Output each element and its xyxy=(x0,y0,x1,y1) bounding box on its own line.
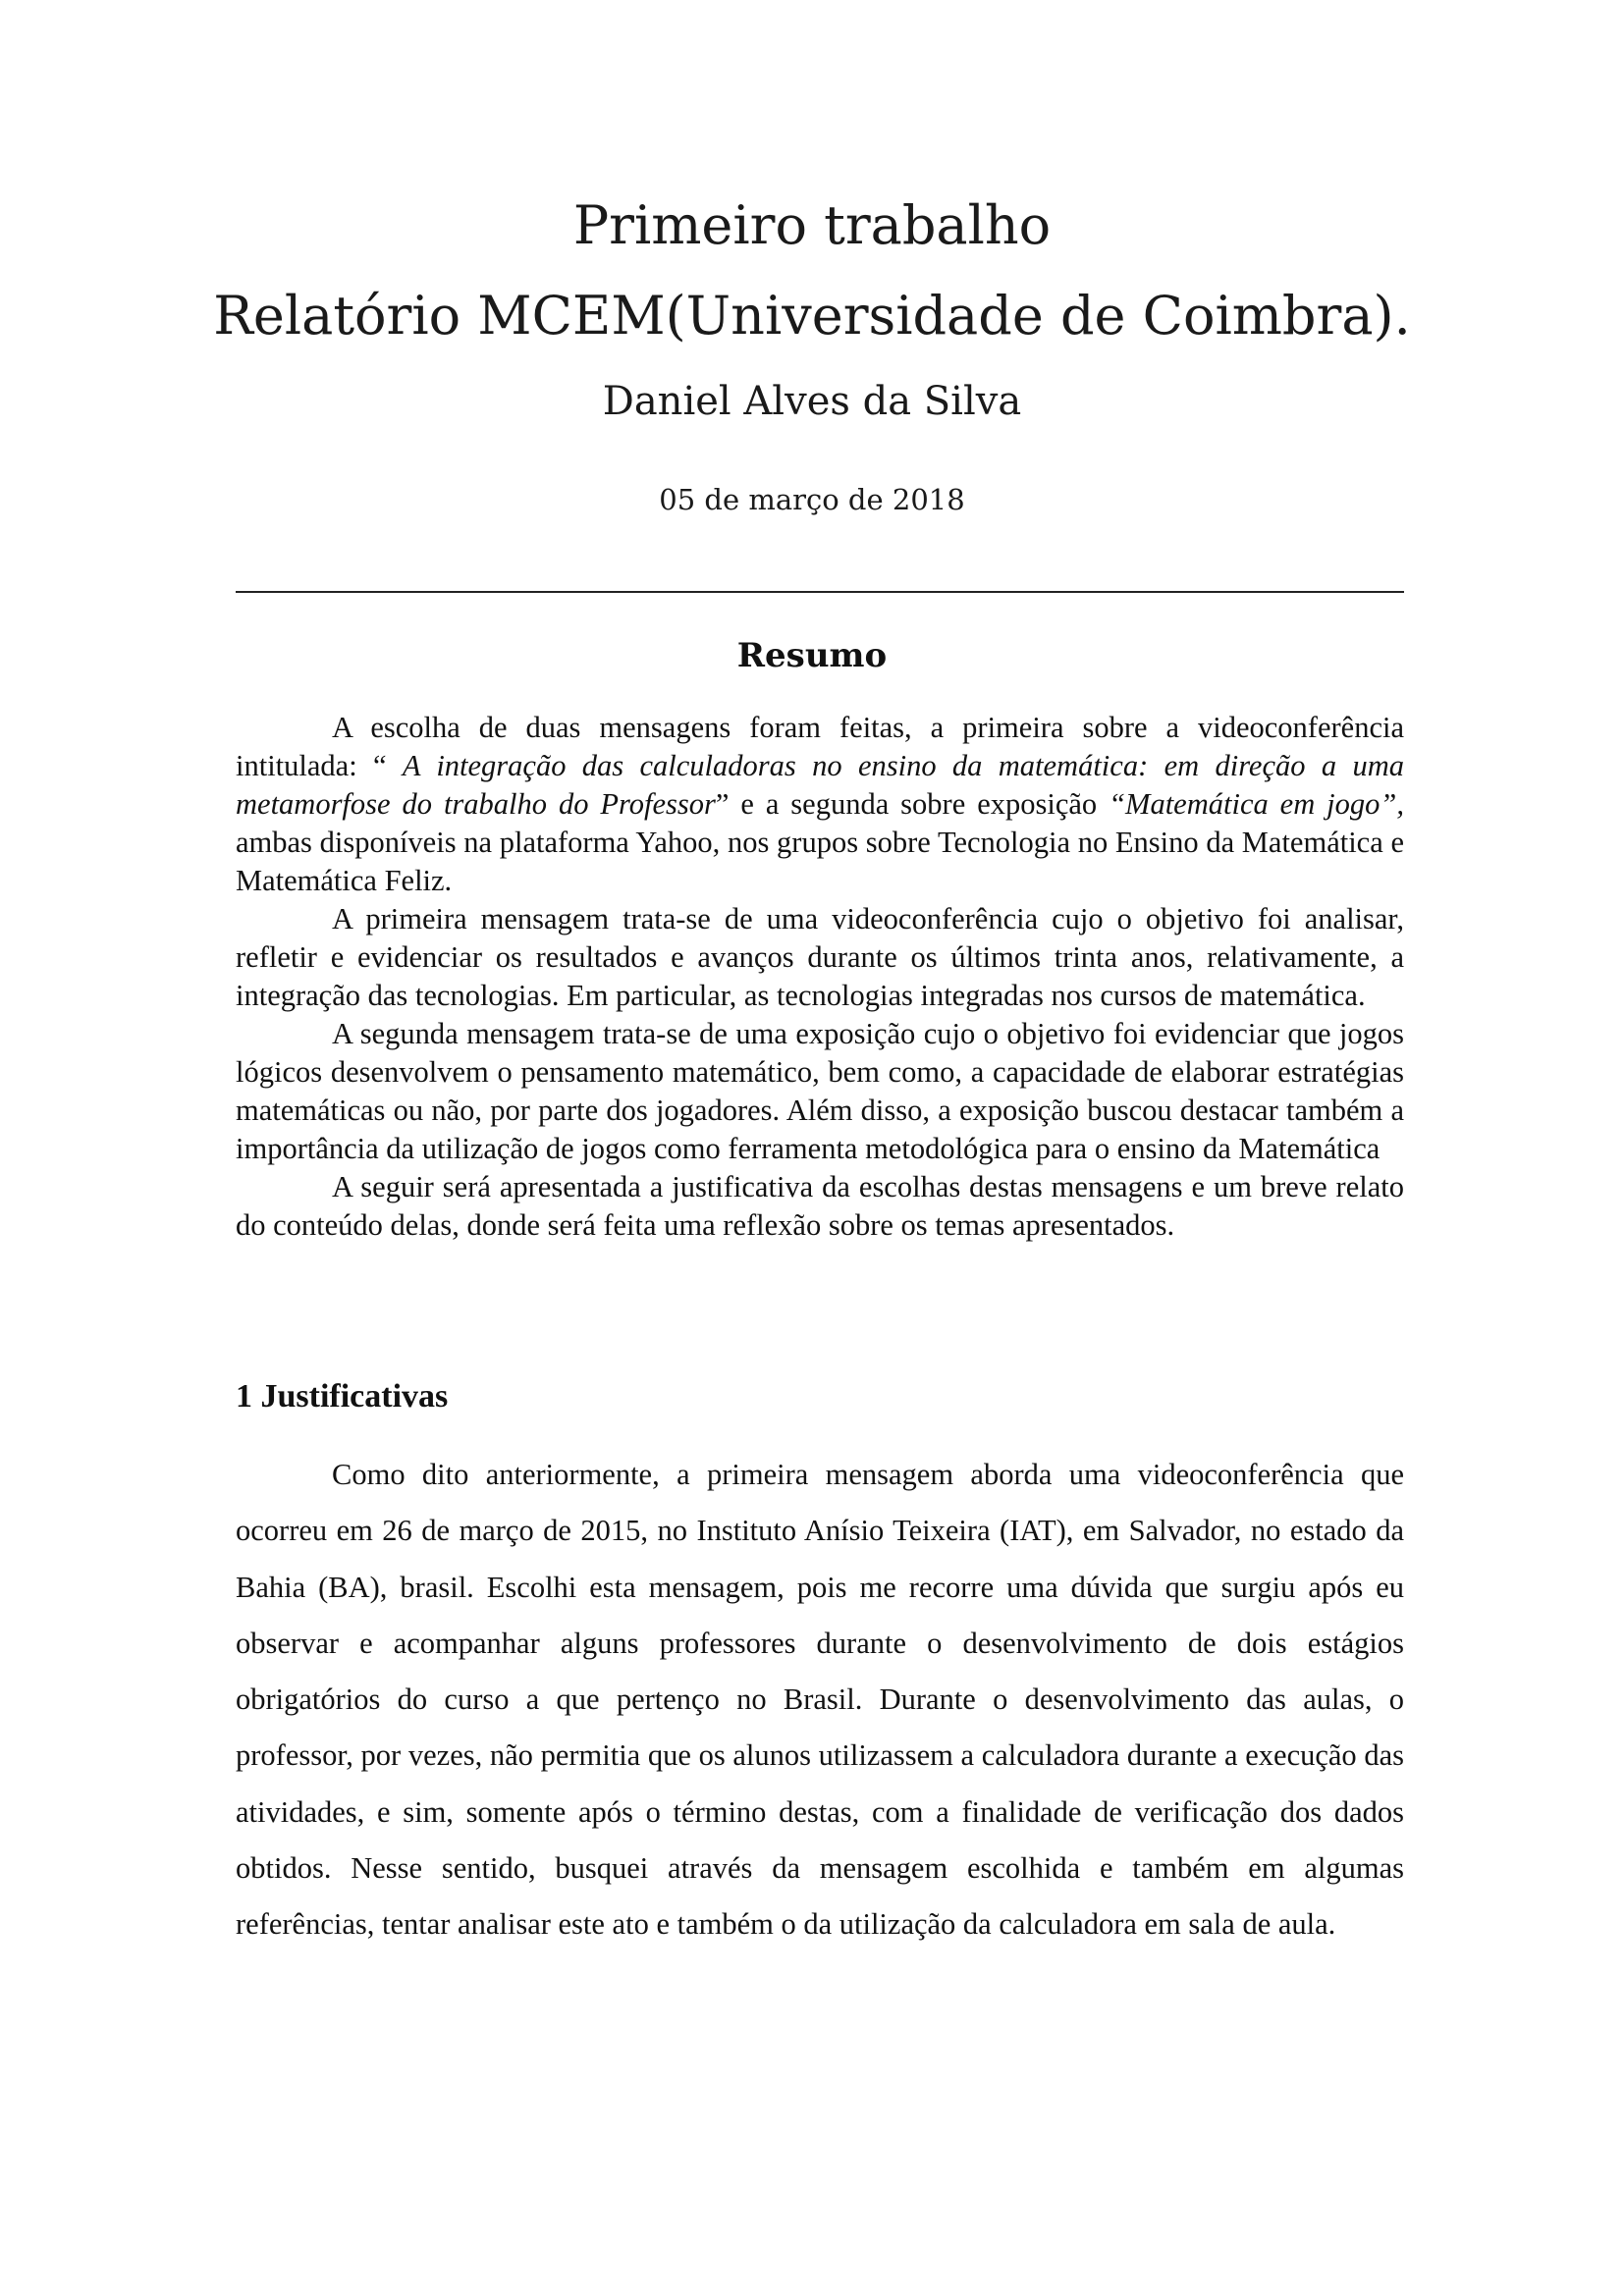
abstract-paragraph-1 xyxy=(236,709,1404,900)
section-number: 1 xyxy=(236,1378,252,1415)
abstract-paragraph-3: A segunda mensagem trata-se de uma exposição cujo o objetivo foi evidenciar que jogos lógicos desenvolvem o pensamento matemático, bem como, a capacidade de elaborar estratégias matemáticas ou não, por parte dos jogadores. Além disso, a exposição buscou destacar também a importância da utilização de jogos como ferramenta metodológica para o ensino da Matemática xyxy=(236,1017,1404,1165)
section-paragraph-1: Como dito anteriormente, a primeira mensagem aborda uma videoconferência que ocorreu em 26 de março de 2015, no Instituto Anísio Teixeira (IAT), em Salvador, no estado da Bahia (BA), brasil. Escolhi esta mensagem, pois me recorre uma dúvida que surgiu após eu observar e acompanhar alguns professores durante o desenvolvimento de dois estágios obrigatórios do curso a que pertenço no Brasil. Durante o desenvolvimento das aulas, o professor, por vezes, não permitia que os alunos utilizassem a calculadora durante a execução das atividades, e sim, somente após o término destas, com a finalidade de verificação dos dados obtidos. Nesse sentido, busquei através da mensagem escolhida e também em algumas referências, tentar analisar este ato e também o da utilização da calculadora em sala de aula. xyxy=(236,1458,1404,1942)
abstract-p1-text-e: ambas disponíveis na plataforma Yahoo, nos grupos sobre Tecnologia no Ensino da Matemática e Matemática Feliz. xyxy=(236,826,1404,897)
abstract-heading: Resumo xyxy=(736,636,888,675)
abstract-p1-text-c: ” e a segunda sobre exposição xyxy=(715,787,1110,821)
abstract-p1-text-a: A escolha de duas mensagens foram feitas, a primeira sobre a videoconferência intitulada: “ xyxy=(236,711,1404,782)
document-date: 05 de março de 2018 xyxy=(659,483,965,516)
author-name: Daniel Alves da Silva xyxy=(602,379,1022,424)
section-body xyxy=(236,1447,1404,1953)
abstract-p1-italic-title: A integração das calculadoras no ensino da matemática: em direção a uma metamorfose do trabalho do Professor xyxy=(236,749,1404,821)
horizontal-divider xyxy=(236,591,1404,593)
abstract-paragraph-2: A primeira mensagem trata-se de uma videoconferência cujo o objetivo foi analisar, refletir e evidenciar os resultados e avanços durante os últimos trinta anos, relativamente, a integração das tecnologias. Em particular, as tecnologias integradas nos cursos de matemática. xyxy=(236,902,1404,1012)
document-title: Primeiro trabalho xyxy=(572,194,1052,256)
abstract-paragraph-4: A seguir será apresentada a justificativa da escolhas destas mensagens e um breve relato do conteúdo delas, donde será feita uma reflexão sobre os temas apresentados. xyxy=(236,1170,1404,1242)
section-title: Justificativas xyxy=(260,1378,449,1415)
section-heading xyxy=(236,1378,448,1415)
document-subtitle: Relatório MCEM(Universidade de Coimbra). xyxy=(213,285,1411,347)
abstract-p1-italic-exhibit: “Matemática em jogo”, xyxy=(1109,787,1404,821)
abstract-body xyxy=(236,709,1404,1245)
